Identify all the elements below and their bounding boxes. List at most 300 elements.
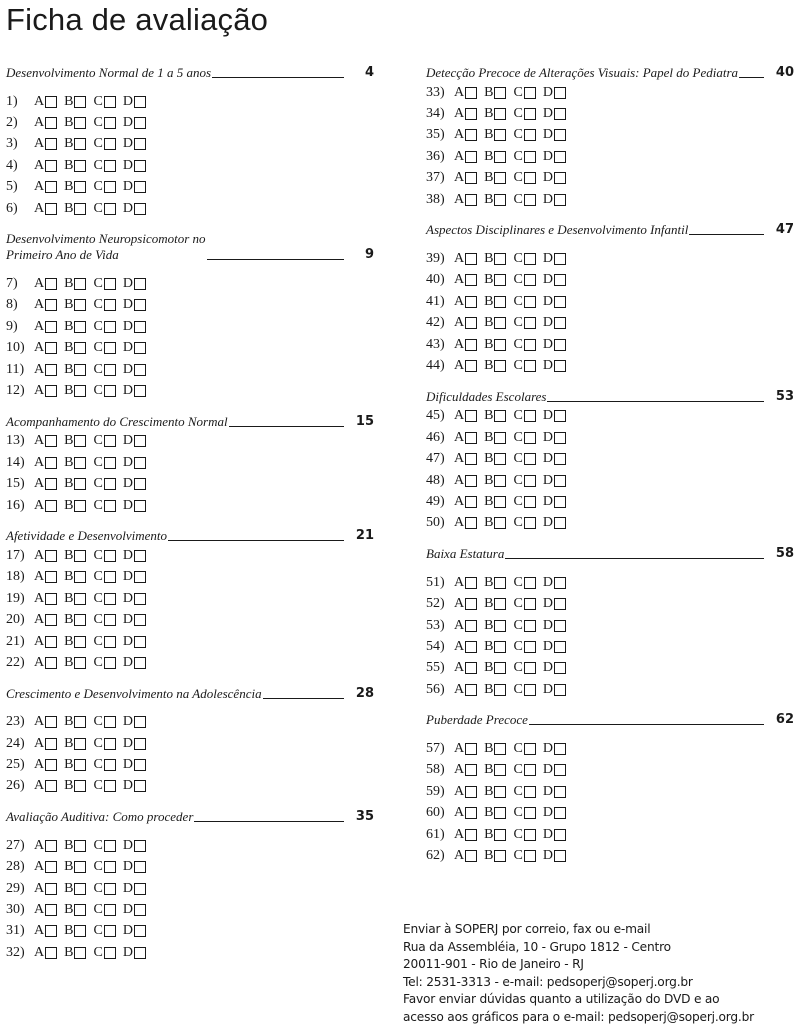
- answer-checkbox[interactable]: [104, 203, 116, 215]
- answer-checkbox[interactable]: [465, 764, 477, 776]
- answer-checkbox[interactable]: [74, 738, 86, 750]
- answer-checkbox[interactable]: [45, 203, 57, 215]
- answer-checkbox[interactable]: [524, 172, 536, 184]
- answer-checkbox[interactable]: [554, 151, 566, 163]
- answer-checkbox[interactable]: [134, 550, 146, 562]
- section-heading: [6, 414, 374, 430]
- answer-checkbox[interactable]: [134, 840, 146, 852]
- answer-checkbox[interactable]: [554, 87, 566, 99]
- answer-checkbox[interactable]: [524, 684, 536, 696]
- answer-checkbox[interactable]: [494, 577, 506, 589]
- answer-checkbox[interactable]: [554, 253, 566, 265]
- answer-checkbox[interactable]: [134, 342, 146, 354]
- answer-checkbox[interactable]: [134, 117, 146, 129]
- answer-checkbox[interactable]: [45, 364, 57, 376]
- option-letter: B: [484, 472, 494, 488]
- answer-checkbox[interactable]: [554, 829, 566, 841]
- answer-checkbox[interactable]: [524, 620, 536, 632]
- answer-checkbox[interactable]: [554, 743, 566, 755]
- option-letter: D: [542, 805, 553, 821]
- answer-checkbox[interactable]: [45, 593, 57, 605]
- option-letter: B: [484, 617, 494, 633]
- answer-checkbox[interactable]: [134, 614, 146, 626]
- answer-checkbox[interactable]: [45, 385, 57, 397]
- answer-checkbox[interactable]: [134, 593, 146, 605]
- answer-checkbox[interactable]: [554, 496, 566, 508]
- answer-checkbox[interactable]: [134, 138, 146, 150]
- answer-checkbox[interactable]: [45, 861, 57, 873]
- answer-checkbox[interactable]: [74, 759, 86, 771]
- answer-checkbox[interactable]: [74, 138, 86, 150]
- answer-checkbox[interactable]: [524, 453, 536, 465]
- answer-checkbox[interactable]: [465, 296, 477, 308]
- answer-checkbox[interactable]: [45, 500, 57, 512]
- question-number: 59): [426, 783, 445, 799]
- answer-checkbox[interactable]: [45, 614, 57, 626]
- answer-checkbox[interactable]: [494, 743, 506, 755]
- answer-option: [513, 149, 535, 165]
- answer-checkbox[interactable]: [134, 278, 146, 290]
- answer-checkbox[interactable]: [494, 194, 506, 206]
- answer-checkbox[interactable]: [134, 883, 146, 895]
- answer-checkbox[interactable]: [494, 317, 506, 329]
- answer-option: [34, 778, 57, 794]
- answer-checkbox[interactable]: [74, 925, 86, 937]
- answer-checkbox[interactable]: [104, 657, 116, 669]
- answer-checkbox[interactable]: [74, 657, 86, 669]
- answer-checkbox[interactable]: [524, 151, 536, 163]
- answer-checkbox[interactable]: [134, 478, 146, 490]
- answer-checkbox[interactable]: [465, 850, 477, 862]
- answer-checkbox[interactable]: [134, 738, 146, 750]
- answer-checkbox[interactable]: [45, 759, 57, 771]
- answer-checkbox[interactable]: [45, 117, 57, 129]
- question-number: 48): [426, 472, 445, 488]
- answer-checkbox[interactable]: [465, 108, 477, 120]
- answer-option: [513, 192, 535, 208]
- answer-checkbox[interactable]: [494, 172, 506, 184]
- answer-checkbox[interactable]: [554, 339, 566, 351]
- option-letter: A: [454, 127, 465, 143]
- answer-checkbox[interactable]: [74, 203, 86, 215]
- answer-checkbox[interactable]: [45, 636, 57, 648]
- answer-checkbox[interactable]: [465, 641, 477, 653]
- answer-option: [123, 455, 146, 471]
- answer-checkbox[interactable]: [554, 108, 566, 120]
- answer-checkbox[interactable]: [465, 598, 477, 610]
- answer-option: [64, 902, 86, 918]
- answer-checkbox[interactable]: [45, 925, 57, 937]
- answer-checkbox[interactable]: [104, 278, 116, 290]
- answer-checkbox[interactable]: [134, 385, 146, 397]
- answer-checkbox[interactable]: [554, 662, 566, 674]
- answer-checkbox[interactable]: [104, 385, 116, 397]
- answer-option: [64, 945, 86, 961]
- answer-checkbox[interactable]: [494, 807, 506, 819]
- question-number: 21): [6, 633, 25, 649]
- answer-checkbox[interactable]: [465, 517, 477, 529]
- answer-checkbox[interactable]: [554, 598, 566, 610]
- answer-checkbox[interactable]: [104, 947, 116, 959]
- option-letter: D: [542, 574, 553, 590]
- answer-checkbox[interactable]: [494, 475, 506, 487]
- option-letter: D: [542, 148, 553, 164]
- answer-checkbox[interactable]: [74, 636, 86, 648]
- answer-checkbox[interactable]: [45, 840, 57, 852]
- answer-checkbox[interactable]: [134, 861, 146, 873]
- answer-checkbox[interactable]: [104, 117, 116, 129]
- option-letter: D: [122, 880, 133, 896]
- answer-checkbox[interactable]: [494, 786, 506, 798]
- answer-checkbox[interactable]: [104, 759, 116, 771]
- answer-checkbox[interactable]: [494, 360, 506, 372]
- answer-checkbox[interactable]: [465, 432, 477, 444]
- answer-checkbox[interactable]: [74, 435, 86, 447]
- answer-checkbox[interactable]: [554, 410, 566, 422]
- answer-checkbox[interactable]: [45, 738, 57, 750]
- answer-checkbox[interactable]: [74, 861, 86, 873]
- answer-checkbox[interactable]: [554, 317, 566, 329]
- answer-checkbox[interactable]: [494, 274, 506, 286]
- answer-checkbox[interactable]: [45, 138, 57, 150]
- answer-checkbox[interactable]: [45, 160, 57, 172]
- answer-checkbox[interactable]: [134, 925, 146, 937]
- answer-checkbox[interactable]: [524, 850, 536, 862]
- answer-checkbox[interactable]: [74, 780, 86, 792]
- answer-checkbox[interactable]: [524, 496, 536, 508]
- answer-checkbox[interactable]: [554, 641, 566, 653]
- answer-checkbox[interactable]: [134, 364, 146, 376]
- answer-checkbox[interactable]: [134, 904, 146, 916]
- answer-checkbox[interactable]: [45, 780, 57, 792]
- answer-checkbox[interactable]: [74, 593, 86, 605]
- answer-checkbox[interactable]: [104, 96, 116, 108]
- option-letter: B: [64, 136, 74, 152]
- answer-checkbox[interactable]: [524, 108, 536, 120]
- answer-checkbox[interactable]: [45, 96, 57, 108]
- answer-checkbox[interactable]: [74, 478, 86, 490]
- question-number: 13): [6, 433, 25, 449]
- answer-checkbox[interactable]: [524, 807, 536, 819]
- answer-checkbox[interactable]: [104, 738, 116, 750]
- answer-checkbox[interactable]: [554, 194, 566, 206]
- answer-checkbox[interactable]: [104, 457, 116, 469]
- answer-checkbox[interactable]: [524, 598, 536, 610]
- answer-option: [64, 136, 86, 152]
- answer-checkbox[interactable]: [524, 641, 536, 653]
- answer-checkbox[interactable]: [494, 662, 506, 674]
- question-number: 53): [426, 617, 445, 633]
- answer-checkbox[interactable]: [554, 432, 566, 444]
- answer-checkbox[interactable]: [74, 181, 86, 193]
- answer-checkbox[interactable]: [45, 457, 57, 469]
- answer-checkbox[interactable]: [74, 947, 86, 959]
- option-letter: B: [484, 127, 494, 143]
- answer-checkbox[interactable]: [104, 636, 116, 648]
- answer-checkbox[interactable]: [134, 947, 146, 959]
- question-row: [426, 448, 794, 469]
- answer-checkbox[interactable]: [74, 883, 86, 895]
- answer-checkbox[interactable]: [494, 829, 506, 841]
- answer-checkbox[interactable]: [104, 593, 116, 605]
- answer-checkbox[interactable]: [494, 496, 506, 508]
- option-letter: C: [513, 315, 523, 331]
- answer-checkbox[interactable]: [465, 253, 477, 265]
- answer-checkbox[interactable]: [134, 759, 146, 771]
- answer-checkbox[interactable]: [524, 786, 536, 798]
- answer-checkbox[interactable]: [74, 117, 86, 129]
- answer-checkbox[interactable]: [494, 517, 506, 529]
- answer-checkbox[interactable]: [494, 151, 506, 163]
- answer-checkbox[interactable]: [74, 385, 86, 397]
- option-letter: B: [484, 148, 494, 164]
- answer-checkbox[interactable]: [524, 87, 536, 99]
- answer-checkbox[interactable]: [465, 743, 477, 755]
- answer-checkbox[interactable]: [134, 657, 146, 669]
- leader-line: [212, 77, 344, 78]
- answer-checkbox[interactable]: [554, 764, 566, 776]
- answer-checkbox[interactable]: [104, 478, 116, 490]
- answer-option: [34, 94, 57, 110]
- answer-checkbox[interactable]: [554, 620, 566, 632]
- answer-checkbox[interactable]: [465, 807, 477, 819]
- answer-checkbox[interactable]: [554, 684, 566, 696]
- answer-checkbox[interactable]: [104, 904, 116, 916]
- answer-checkbox[interactable]: [134, 299, 146, 311]
- answer-checkbox[interactable]: [134, 160, 146, 172]
- answer-checkbox[interactable]: [494, 253, 506, 265]
- answer-checkbox[interactable]: [74, 571, 86, 583]
- answer-checkbox[interactable]: [465, 360, 477, 372]
- answer-checkbox[interactable]: [104, 138, 116, 150]
- answer-checkbox[interactable]: [554, 296, 566, 308]
- answer-checkbox[interactable]: [465, 151, 477, 163]
- answer-checkbox[interactable]: [104, 364, 116, 376]
- answer-checkbox[interactable]: [45, 435, 57, 447]
- answer-checkbox[interactable]: [554, 807, 566, 819]
- answer-checkbox[interactable]: [465, 684, 477, 696]
- answer-checkbox[interactable]: [465, 410, 477, 422]
- answer-checkbox[interactable]: [45, 342, 57, 354]
- answer-checkbox[interactable]: [45, 181, 57, 193]
- answer-checkbox[interactable]: [554, 129, 566, 141]
- option-letter: A: [34, 837, 45, 853]
- answer-checkbox[interactable]: [45, 321, 57, 333]
- answer-checkbox[interactable]: [465, 274, 477, 286]
- answer-checkbox[interactable]: [554, 517, 566, 529]
- answer-option: [64, 591, 86, 607]
- answer-checkbox[interactable]: [554, 577, 566, 589]
- answer-checkbox[interactable]: [74, 550, 86, 562]
- answer-checkbox[interactable]: [465, 620, 477, 632]
- answer-checkbox[interactable]: [554, 274, 566, 286]
- answer-checkbox[interactable]: [104, 571, 116, 583]
- answer-checkbox[interactable]: [74, 457, 86, 469]
- answer-checkbox[interactable]: [74, 160, 86, 172]
- answer-checkbox[interactable]: [104, 840, 116, 852]
- answer-checkbox[interactable]: [45, 550, 57, 562]
- answer-checkbox[interactable]: [524, 410, 536, 422]
- answer-checkbox[interactable]: [494, 87, 506, 99]
- answer-checkbox[interactable]: [104, 435, 116, 447]
- question-number: 57): [426, 741, 445, 757]
- answer-checkbox[interactable]: [134, 203, 146, 215]
- answer-checkbox[interactable]: [104, 861, 116, 873]
- answer-checkbox[interactable]: [74, 96, 86, 108]
- answer-option: [454, 827, 477, 843]
- answer-checkbox[interactable]: [524, 662, 536, 674]
- answer-checkbox[interactable]: [134, 716, 146, 728]
- answer-checkbox[interactable]: [524, 517, 536, 529]
- answer-checkbox[interactable]: [554, 850, 566, 862]
- answer-checkbox[interactable]: [524, 274, 536, 286]
- answer-checkbox[interactable]: [104, 500, 116, 512]
- answer-option: [484, 127, 506, 143]
- question-row: [6, 316, 374, 337]
- answer-checkbox[interactable]: [554, 172, 566, 184]
- answer-checkbox[interactable]: [524, 764, 536, 776]
- answer-checkbox[interactable]: [74, 342, 86, 354]
- answer-checkbox[interactable]: [465, 317, 477, 329]
- answer-option: [484, 408, 506, 424]
- answer-checkbox[interactable]: [524, 475, 536, 487]
- answer-checkbox[interactable]: [134, 500, 146, 512]
- answer-checkbox[interactable]: [465, 829, 477, 841]
- answer-checkbox[interactable]: [524, 194, 536, 206]
- answer-checkbox[interactable]: [134, 435, 146, 447]
- question-number: 19): [6, 590, 25, 606]
- answer-checkbox[interactable]: [465, 577, 477, 589]
- answer-checkbox[interactable]: [465, 194, 477, 206]
- answer-checkbox[interactable]: [45, 278, 57, 290]
- answer-checkbox[interactable]: [494, 108, 506, 120]
- answer-checkbox[interactable]: [134, 96, 146, 108]
- answer-checkbox[interactable]: [494, 410, 506, 422]
- answer-option: [64, 859, 86, 875]
- answer-checkbox[interactable]: [45, 883, 57, 895]
- answer-checkbox[interactable]: [134, 636, 146, 648]
- option-letter: C: [93, 361, 103, 377]
- answer-checkbox[interactable]: [494, 432, 506, 444]
- answer-checkbox[interactable]: [524, 829, 536, 841]
- answer-checkbox[interactable]: [74, 321, 86, 333]
- answer-checkbox[interactable]: [524, 577, 536, 589]
- answer-checkbox[interactable]: [494, 598, 506, 610]
- answer-checkbox[interactable]: [104, 299, 116, 311]
- answer-checkbox[interactable]: [494, 764, 506, 776]
- answer-checkbox[interactable]: [465, 339, 477, 351]
- answer-checkbox[interactable]: [74, 614, 86, 626]
- answer-checkbox[interactable]: [104, 321, 116, 333]
- answer-checkbox[interactable]: [494, 620, 506, 632]
- answer-checkbox[interactable]: [134, 321, 146, 333]
- answer-checkbox[interactable]: [494, 850, 506, 862]
- option-letter: C: [513, 127, 523, 143]
- answer-checkbox[interactable]: [465, 786, 477, 798]
- question-row: [426, 82, 794, 103]
- answer-checkbox[interactable]: [45, 299, 57, 311]
- answer-checkbox[interactable]: [104, 780, 116, 792]
- section-heading: [6, 809, 374, 825]
- answer-checkbox[interactable]: [524, 317, 536, 329]
- answer-checkbox[interactable]: [45, 571, 57, 583]
- answer-checkbox[interactable]: [74, 904, 86, 916]
- answer-checkbox[interactable]: [524, 339, 536, 351]
- option-letter: C: [93, 612, 103, 628]
- option-letter: A: [34, 612, 45, 628]
- answer-checkbox[interactable]: [494, 453, 506, 465]
- answer-checkbox[interactable]: [45, 657, 57, 669]
- answer-checkbox[interactable]: [134, 181, 146, 193]
- answer-checkbox[interactable]: [74, 278, 86, 290]
- answer-checkbox[interactable]: [494, 641, 506, 653]
- answer-checkbox[interactable]: [74, 716, 86, 728]
- answer-checkbox[interactable]: [134, 780, 146, 792]
- answer-checkbox[interactable]: [524, 129, 536, 141]
- answer-checkbox[interactable]: [104, 716, 116, 728]
- answer-checkbox[interactable]: [465, 475, 477, 487]
- answer-checkbox[interactable]: [524, 432, 536, 444]
- answer-checkbox[interactable]: [465, 172, 477, 184]
- answer-checkbox[interactable]: [45, 716, 57, 728]
- option-letter: B: [64, 497, 74, 513]
- answer-checkbox[interactable]: [134, 457, 146, 469]
- answer-checkbox[interactable]: [104, 883, 116, 895]
- answer-checkbox[interactable]: [465, 453, 477, 465]
- answer-checkbox[interactable]: [74, 364, 86, 376]
- answer-checkbox[interactable]: [74, 299, 86, 311]
- answer-checkbox[interactable]: [554, 786, 566, 798]
- answer-checkbox[interactable]: [465, 129, 477, 141]
- answer-checkbox[interactable]: [524, 296, 536, 308]
- answer-checkbox[interactable]: [494, 339, 506, 351]
- answer-checkbox[interactable]: [74, 840, 86, 852]
- answer-checkbox[interactable]: [465, 662, 477, 674]
- option-letter: B: [64, 902, 74, 918]
- answer-checkbox[interactable]: [104, 160, 116, 172]
- answer-checkbox[interactable]: [104, 614, 116, 626]
- answer-checkbox[interactable]: [494, 129, 506, 141]
- answer-option: [484, 294, 506, 310]
- answer-checkbox[interactable]: [45, 947, 57, 959]
- answer-checkbox[interactable]: [524, 360, 536, 372]
- option-letter: D: [122, 837, 133, 853]
- answer-checkbox[interactable]: [104, 925, 116, 937]
- answer-checkbox[interactable]: [554, 475, 566, 487]
- answer-checkbox[interactable]: [104, 550, 116, 562]
- answer-checkbox[interactable]: [554, 453, 566, 465]
- question-row: [426, 593, 794, 614]
- question-number: 25): [6, 757, 25, 773]
- answer-checkbox[interactable]: [45, 478, 57, 490]
- answer-checkbox[interactable]: [524, 743, 536, 755]
- answer-checkbox[interactable]: [524, 253, 536, 265]
- question-row: [426, 658, 794, 679]
- answer-checkbox[interactable]: [494, 684, 506, 696]
- answer-checkbox[interactable]: [74, 500, 86, 512]
- question-row: [6, 857, 374, 878]
- answer-checkbox[interactable]: [104, 342, 116, 354]
- answer-checkbox[interactable]: [45, 904, 57, 916]
- answer-option: [543, 85, 566, 101]
- answer-checkbox[interactable]: [465, 87, 477, 99]
- answer-checkbox[interactable]: [134, 571, 146, 583]
- answer-checkbox[interactable]: [104, 181, 116, 193]
- page-title: Ficha de avaliação: [6, 2, 269, 37]
- answer-checkbox[interactable]: [494, 296, 506, 308]
- answer-checkbox[interactable]: [465, 496, 477, 508]
- answer-checkbox[interactable]: [554, 360, 566, 372]
